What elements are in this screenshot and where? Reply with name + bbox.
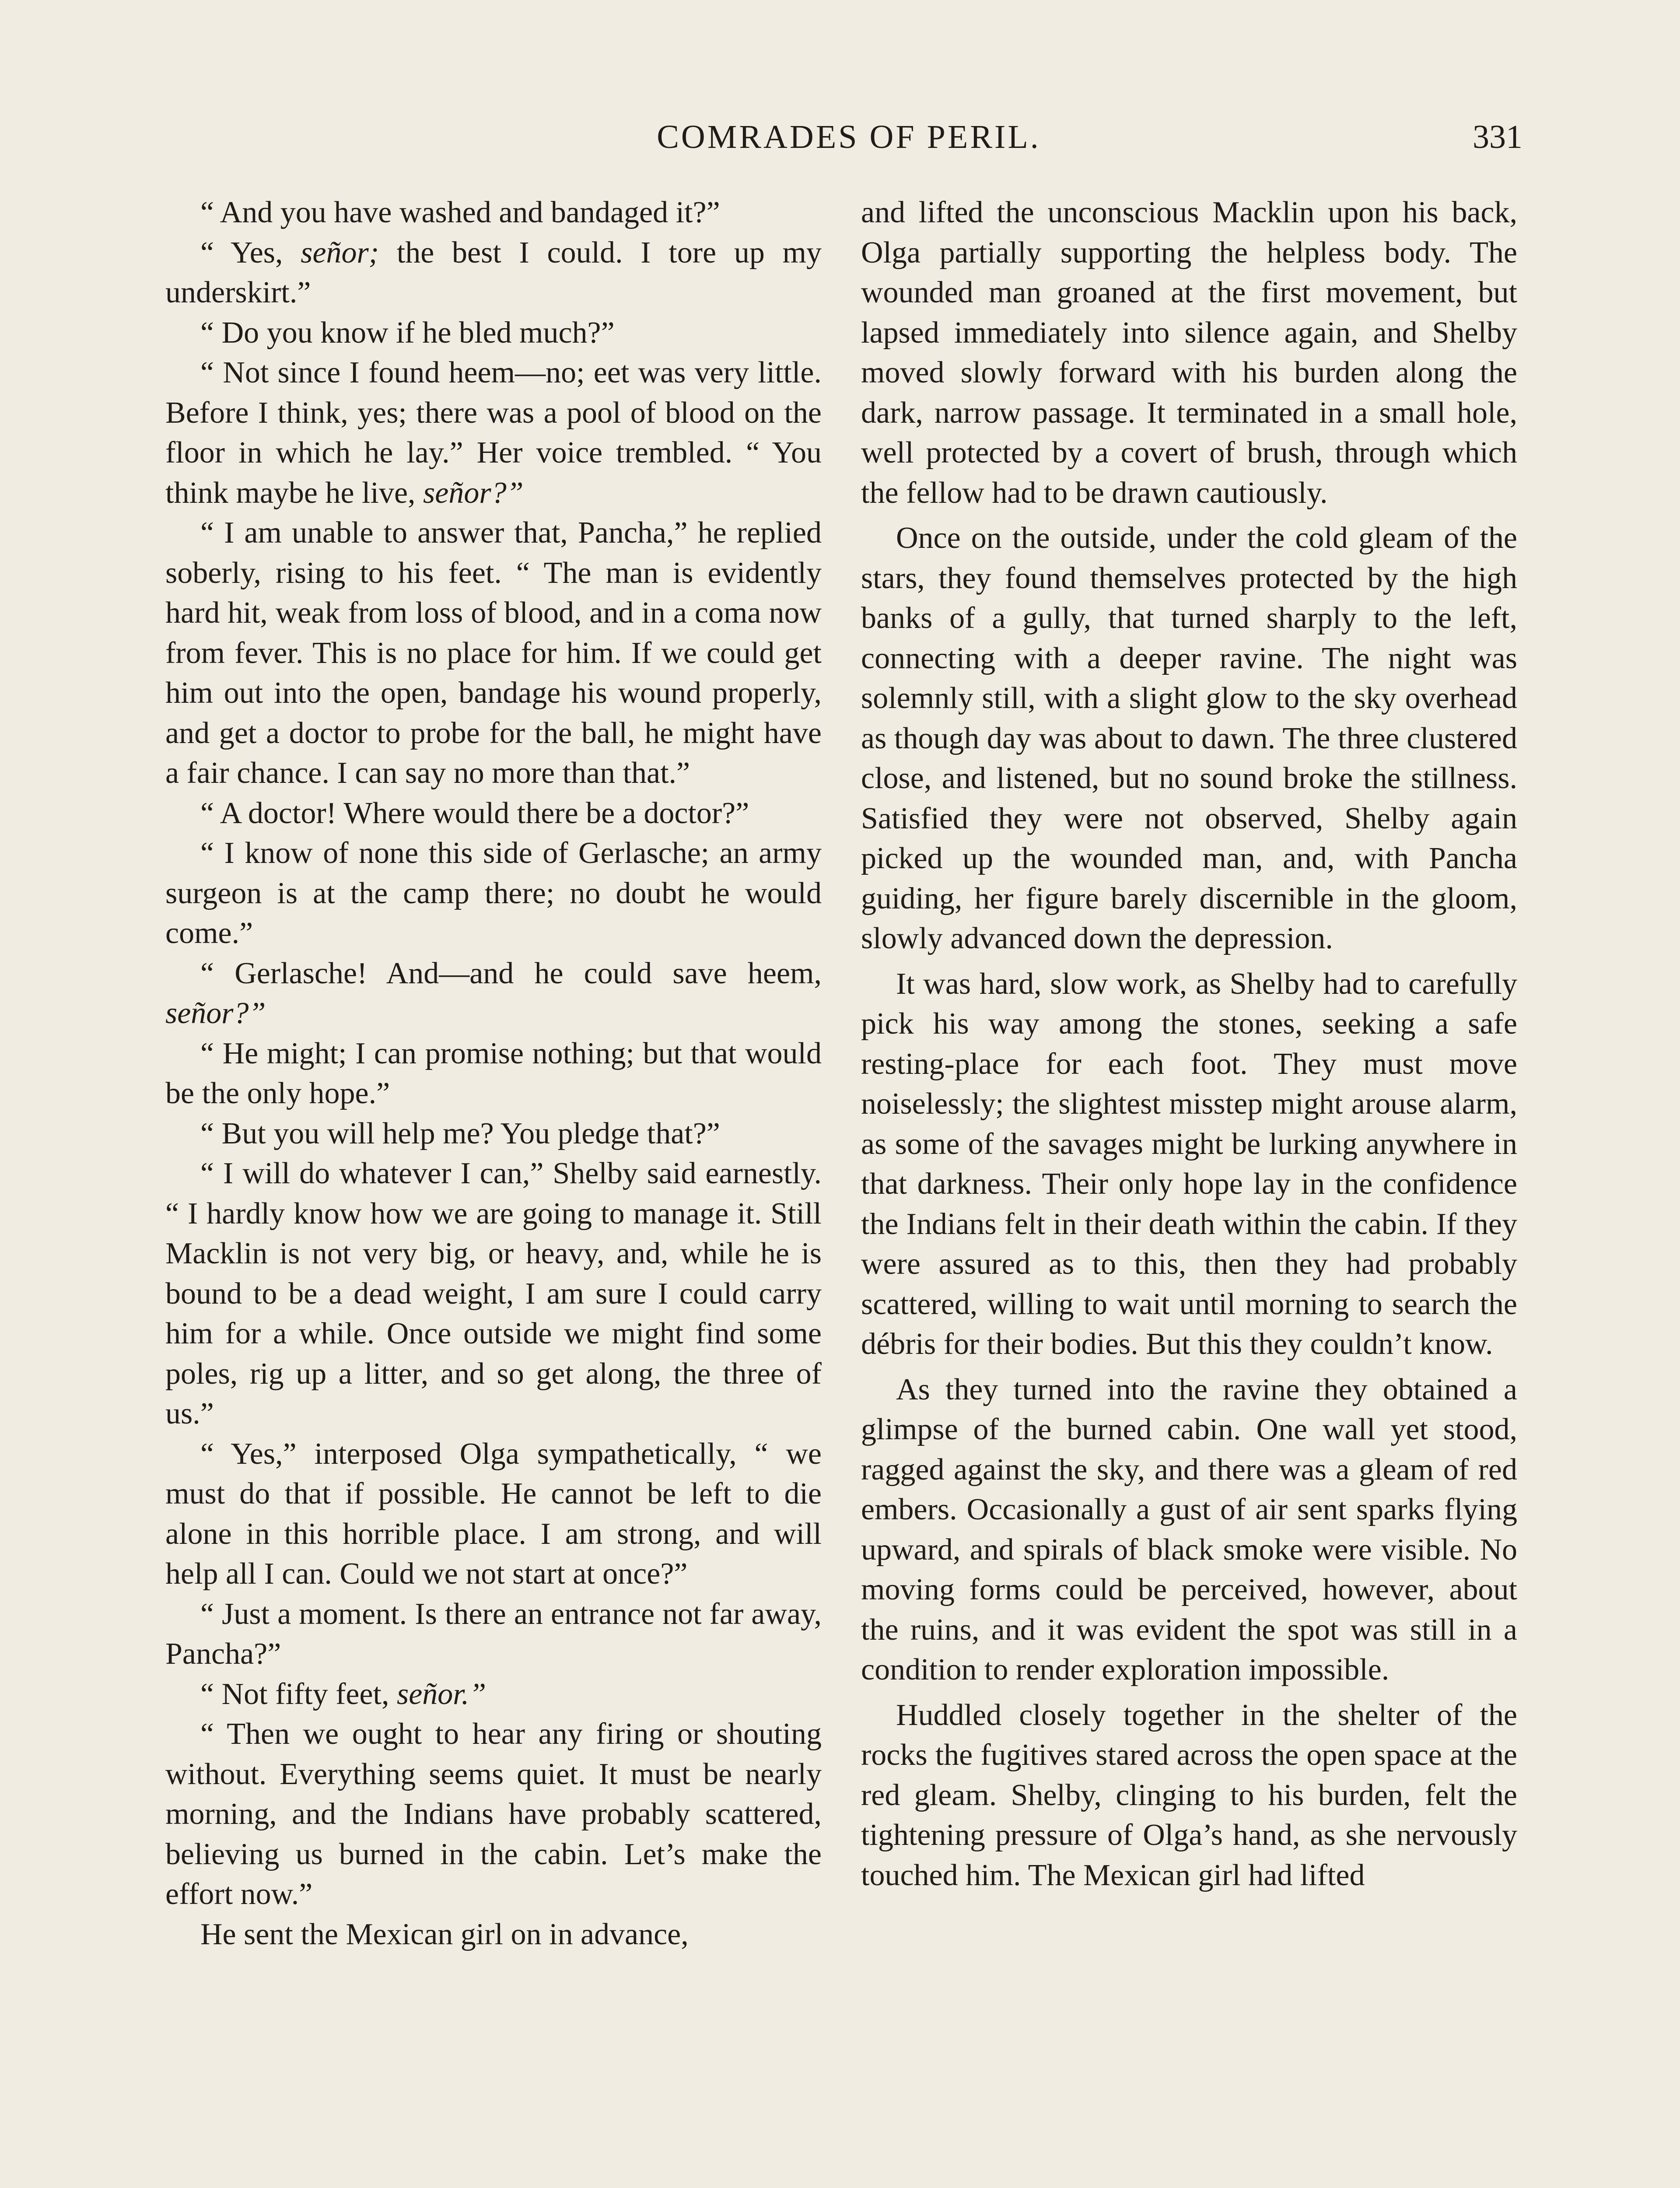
page-number: 331: [1473, 119, 1522, 155]
running-title: COMRADES OF PERIL.: [657, 119, 1041, 155]
page-header: [175, 118, 1522, 166]
paragraph: “ I will do whatever I can,” Shelby said earnestly. “ I hardly know how we are going to manage it. Still Macklin is not very big, or heavy, and, while he is bound to be a dead weight, I am sure I could carry him for a while. Once outside we might find some poles, rig up a litter, and so get along, the three of us.”: [165, 1157, 822, 1431]
paragraph: Once on the outside, under the cold gleam of the stars, they found themselves protected by the high banks of a gully, that turned sharply to the left, connecting with a deeper ravine. The night was solemnly still, with a slight glow to the sky overhead as though day was about to dawn. The three clustered close, and listened, but no sound broke the stillness. Satisfied they were not observed, Shelby again picked up the wounded man, and, with Pancha guiding, her figure barely discernible in the gloom, slowly advanced down the depression.: [861, 521, 1517, 955]
paragraph: “ And you have washed and bandaged it?”: [200, 196, 720, 229]
paragraph: “ Yes,” interposed Olga sympathetically, “ we must do that if possible. He cannot be left to die alone in this horrible place. I am strong, and will help all I can. Could we not start at once?”: [165, 1437, 822, 1591]
paragraph: “ Do you know if he bled much?”: [200, 316, 615, 350]
paragraph: “ Then we ought to hear any firing or shouting without. Everything seems quiet. It must be nearly morning, and the Indians have probably scattered, believing us burned in the cabin. Let’s make the effort now.”: [165, 1717, 822, 1911]
paragraph: “ I am unable to answer that, Pancha,” he replied soberly, rising to his feet. “ The man is evidently hard hit, weak from loss of blood, and in a coma now from fever. This is no place for him. If we could get him out into the open, bandage his wound properly, and get a doctor to probe for the ball, he might have a fair chance. I can say no more than that.”: [165, 516, 822, 790]
right-column: [861, 193, 1517, 1895]
paragraph: “ Yes, señor; the best I could. I tore up my underskirt.”: [165, 235, 822, 309]
paragraph: “ Not fifty feet, señor.”: [200, 1677, 486, 1711]
paragraph: He sent the Mexican girl on in advance,: [200, 1917, 689, 1951]
paragraph: “ A doctor! Where would there be a doctor?”: [200, 796, 749, 830]
paragraph: “ He might; I can promise nothing; but that would be the only hope.”: [165, 1036, 822, 1110]
paragraph: Huddled closely together in the shelter of the rocks the fugitives stared across the open space at the red gleam. Shelby, clinging to his burden, felt the tightening pressure of Olga’s hand, as she nervously touched him. The Mexican girl had lifted: [861, 1698, 1517, 1892]
left-column: [165, 193, 822, 1954]
paragraph: “ Not since I found heem—no; eet was very little. Before I think, yes; there was a pool of blood on the floor in which he lay.” Her voice trembled. “ You think maybe he live, señor?”: [165, 356, 822, 510]
paragraph: “ I know of none this side of Gerlasche; an army surgeon is at the camp there; no doubt he would come.”: [165, 836, 822, 950]
paragraph: “ Just a moment. Is there an entrance not far away, Pancha?”: [165, 1597, 822, 1671]
paragraph: As they turned into the ravine they obtained a glimpse of the burned cabin. One wall yet stood, ragged against the sky, and there was a gleam of red embers. Occasionally a gust of air sent sparks flying upward, and spirals of black smoke were visible. No moving forms could be perceived, however, about the ruins, and it was evident the spot was still in a condition to render exploration impossible.: [861, 1372, 1517, 1687]
paragraph: “ Gerlasche! And—and he could save heem, señor?”: [165, 956, 822, 1030]
paragraph: It was hard, slow work, as Shelby had to carefully pick his way among the stones, seeking a safe resting-place for each foot. They must move noiselessly; the slightest misstep might arouse alarm, as some of the savages might be lurking anywhere in that darkness. Their only hope lay in the confidence the Indians felt in their death within the cabin. If they were assured as to this, then they had probably scattered, willing to wait until morning to search the débris for their bodies. But this they couldn’t know.: [861, 967, 1517, 1361]
paragraph: and lifted the unconscious Macklin upon his back, Olga partially supporting the helpless body. The wounded man groaned at the first movement, but lapsed immediately into silence again, and Shelby moved slowly forward with his burden along the dark, narrow passage. It terminated in a small hole, well protected by a covert of brush, through which the fellow had to be drawn cautiously.: [861, 196, 1517, 510]
paragraph: “ But you will help me? You pledge that?”: [200, 1116, 720, 1150]
